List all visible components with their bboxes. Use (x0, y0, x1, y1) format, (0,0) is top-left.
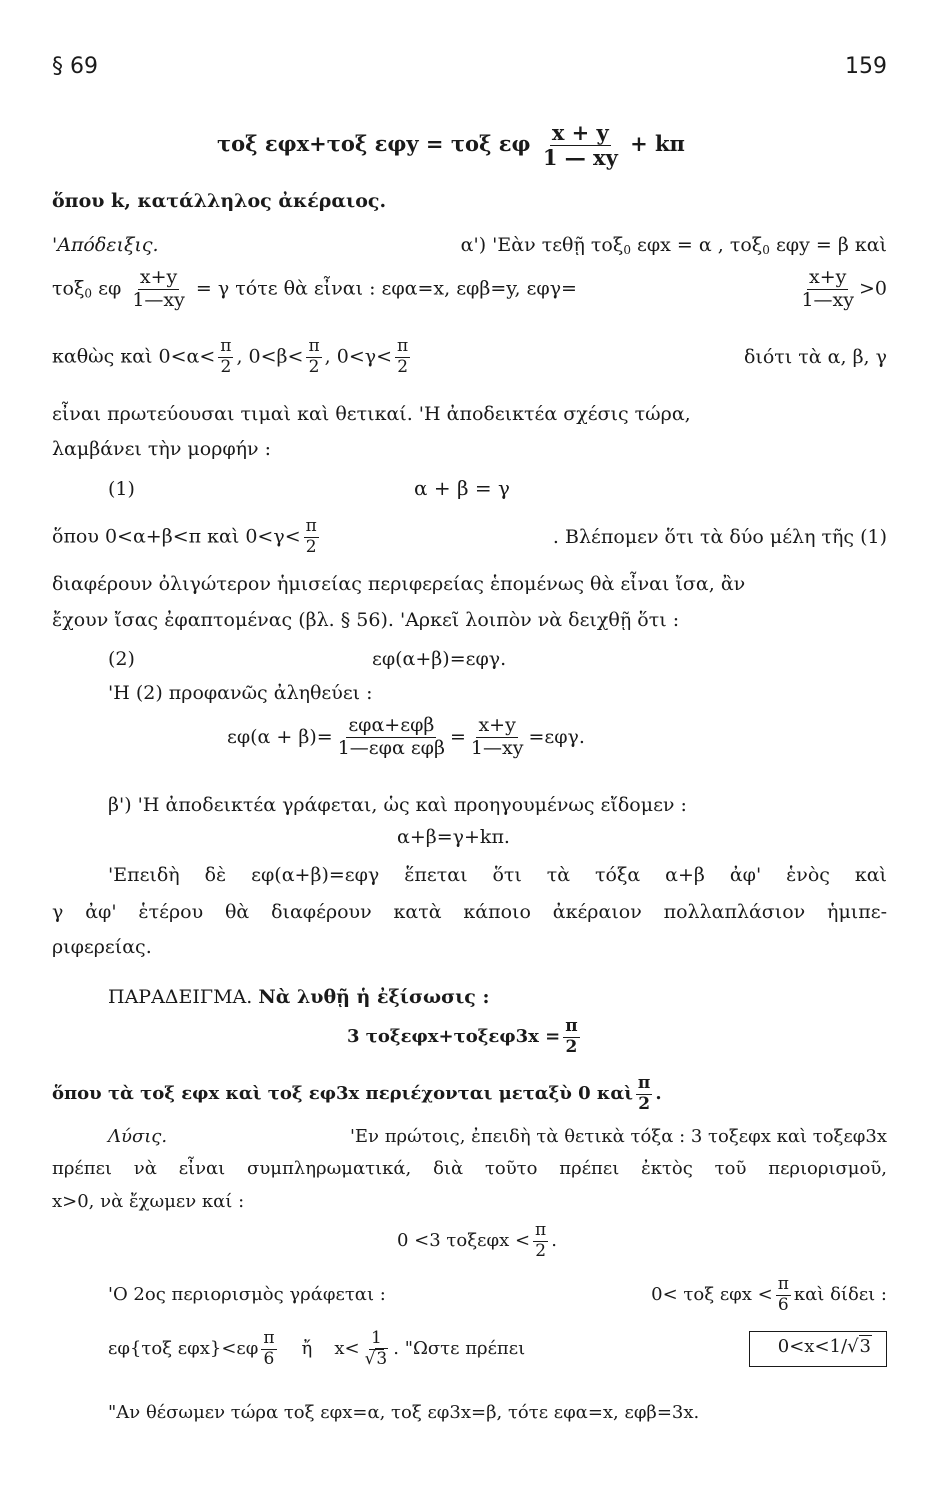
fraction-numerator: x+y (809, 266, 847, 288)
fraction-numerator: x+y (139, 266, 178, 288)
text-span: καθὼς καὶ 0<α< (52, 345, 216, 368)
fraction-numerator: π (637, 1073, 651, 1093)
text-line (52, 338, 887, 377)
subscript: 0 (84, 286, 93, 301)
fraction-denominator: 2 (638, 1093, 651, 1114)
text-line (108, 1128, 887, 1146)
example-heading (108, 988, 489, 1007)
fraction-denominator: 2 (535, 1240, 547, 1261)
text-line: β') 'Η ἀποδεικτέα γράφεται, ὡς καὶ προηγουμένως εἴδομεν : (108, 794, 687, 816)
equation: α+β=γ+kπ. (397, 826, 510, 848)
equation-tag: (2) (108, 648, 135, 670)
equation-tag: (1) (108, 478, 135, 500)
text-line: 'Η (2) προφανῶς ἀληθεύει : (108, 682, 373, 704)
main-formula (217, 122, 685, 169)
proof-start-line (52, 236, 887, 256)
fraction-numerator: π (308, 336, 320, 356)
text-span: 'Ο 2ος περιορισμὸς γράφεται : (108, 1284, 386, 1306)
text-line (52, 268, 887, 311)
page-number: 159 (845, 54, 887, 79)
text-line (52, 518, 887, 557)
text-span: ὅπου τὰ τοξ εφx καὶ τοξ εφ3x περιέχονται μεταξὺ 0 καὶ (52, 1083, 633, 1105)
text-span: . (551, 1230, 557, 1252)
text-span: 0 <3 τοξεφx < (397, 1230, 531, 1252)
text-span: τοξ (52, 277, 85, 300)
fraction-numerator: π (263, 1328, 275, 1348)
subscript: 0 (623, 243, 631, 257)
equation: εφ(α+β)=εφγ. (372, 648, 507, 670)
text-line: x>0, νὰ ἔχωμεν καί : (52, 1191, 245, 1212)
text-span: . "Ωστε πρέπει (393, 1338, 526, 1360)
main-formula-numerator: x + y (551, 120, 609, 145)
equation: α + β = γ (414, 476, 510, 500)
text-line: "Αν θέσωμεν τώρα τοξ εφx=α, τοξ εφ3x=β, τότε εφα=x, εφβ=3x. (108, 1402, 700, 1423)
main-formula-denominator: 1 — xy (542, 145, 618, 171)
boxed-result (749, 1331, 887, 1367)
fraction-denominator: 1—xy (470, 736, 524, 759)
fraction-denominator: 2 (397, 356, 409, 377)
fraction-denominator: 1—εφα εφβ (337, 736, 445, 759)
fraction-numerator: x+y (478, 714, 516, 736)
fraction-denominator: 6 (263, 1348, 275, 1369)
fraction-denominator: 1—xy (801, 288, 854, 311)
text-span: , 0<γ< (324, 345, 393, 368)
text-span: ἤ (301, 1338, 313, 1360)
fraction-numerator: π (535, 1220, 547, 1240)
text-span: . (655, 1083, 662, 1105)
text-line: ριφερείας. (52, 936, 152, 958)
text-line (52, 1075, 662, 1114)
fraction-denominator: 2 (565, 1036, 578, 1057)
proof-label: 'Απόδειξις. (52, 234, 159, 256)
text-line: εἶναι πρωτεύουσαι τιμαὶ καὶ θετικαί. 'Η ἀποδεικτέα σχέσις τώρα, (52, 403, 691, 425)
book-page (52, 0, 887, 1500)
text-span: α') 'Εὰν τεθῇ τοξ (460, 234, 624, 256)
fraction-numerator: π (777, 1274, 789, 1294)
text-line: πρέπει νὰ εἶναι συμπληρωματικά, διὰ τοῦτο πρέπει ἐκτὸς τοῦ περιορισμοῦ, (52, 1158, 887, 1179)
fraction-numerator: εφα+εφβ (348, 714, 435, 736)
text-line (108, 1276, 887, 1315)
fraction-denominator: 2 (220, 356, 232, 377)
text-span: x< (334, 1338, 360, 1360)
main-formula-right: + kπ (630, 131, 685, 157)
fraction-numerator: π (565, 1016, 578, 1036)
example-label: ΠΑΡΑΔΕΙΓΜΑ. (108, 986, 253, 1008)
text-span: 0<x<1/ (777, 1336, 848, 1358)
example-text: Νὰ λυθῇ ἡ ἐξίσωσις : (258, 986, 490, 1008)
text-line: ἔχουν ἴσας ἐφαπτομένας (βλ. § 56). 'Αρκεῖ λοιπὸν νὰ δειχθῇ ὅτι : (52, 609, 680, 631)
subscript: 0 (762, 243, 770, 257)
text-span: εφ (98, 277, 122, 300)
fraction-numerator: π (220, 336, 232, 356)
fraction-denominator: 1—xy (132, 288, 185, 311)
radicand: 3 (859, 1336, 871, 1358)
fraction-denominator: 2 (308, 356, 320, 377)
text-span: καὶ δίδει : (793, 1284, 887, 1306)
text-line: γ ἀφ' ἑτέρου θὰ διαφέρουν κατὰ κάποιο ἀκέραιον πολλαπλάσιον ἡμιπε- (52, 901, 887, 923)
text-span: 3 τοξεφx+τοξεφ3x = (347, 1026, 561, 1048)
equation (347, 1018, 583, 1057)
fraction-numerator: π (305, 516, 317, 536)
text-span: = (449, 725, 466, 748)
text-span: εφy = β καὶ (775, 234, 887, 256)
text-line (108, 1330, 887, 1369)
section-number: § 69 (52, 54, 98, 79)
text-line: λαμβάνει τὴν μορφήν : (52, 438, 272, 460)
radical-sign: √ (364, 1348, 376, 1369)
radicand: 3 (376, 1348, 388, 1369)
text-span: 'Εν πρώτοις, ἐπειδὴ τὰ θετικὰ τόξα : 3 τοξεφx καὶ τοξεφ3x (349, 1126, 887, 1147)
text-span: διότι τὰ α, β, γ (743, 345, 887, 368)
equation (397, 1222, 557, 1261)
text-span: εφ(α + β)= (227, 725, 333, 748)
text-span: . Βλέπομεν ὅτι τὰ δύο μέλη τῆς (1) (552, 525, 887, 548)
equation (227, 716, 585, 759)
radical-sign: √ (847, 1336, 859, 1358)
text-span: >0 (858, 277, 887, 300)
fraction-numerator: 1 (371, 1328, 382, 1348)
fraction-denominator: 6 (777, 1294, 789, 1315)
fraction-numerator: π (397, 336, 409, 356)
fraction-denominator: 2 (305, 536, 317, 557)
text-line: 'Επειδὴ δὲ εφ(α+β)=εφγ ἕπεται ὅτι τὰ τόξα α+β ἀφ' ἑνὸς καὶ (108, 864, 887, 886)
text-span: , 0<β< (236, 345, 304, 368)
text-span: =εφγ. (528, 725, 585, 748)
text-span: εφx = α , τοξ (637, 234, 763, 256)
text-span: εφ{τοξ εφx}<εφ (108, 1338, 259, 1360)
page-header (52, 56, 887, 78)
text-line: διαφέρουν ὀλιγώτερον ἡμισείας περιφερείας ἑπομένως θὰ εἶναι ἴσα, ἂν (52, 573, 746, 595)
solution-label: Λύσις. (108, 1126, 168, 1147)
text-line: ὅπου k, κατάλληλος ἀκέραιος. (52, 190, 387, 212)
text-span: ὅπου 0<α+β<π καὶ 0<γ< (52, 525, 301, 548)
text-span: 0< τοξ εφx < (651, 1284, 773, 1306)
main-formula-left: τοξ εφx+τοξ εφy = τοξ εφ (217, 131, 531, 157)
text-span: = γ τότε θὰ εἶναι : εφα=x, εφβ=y, εφγ= (195, 277, 577, 300)
